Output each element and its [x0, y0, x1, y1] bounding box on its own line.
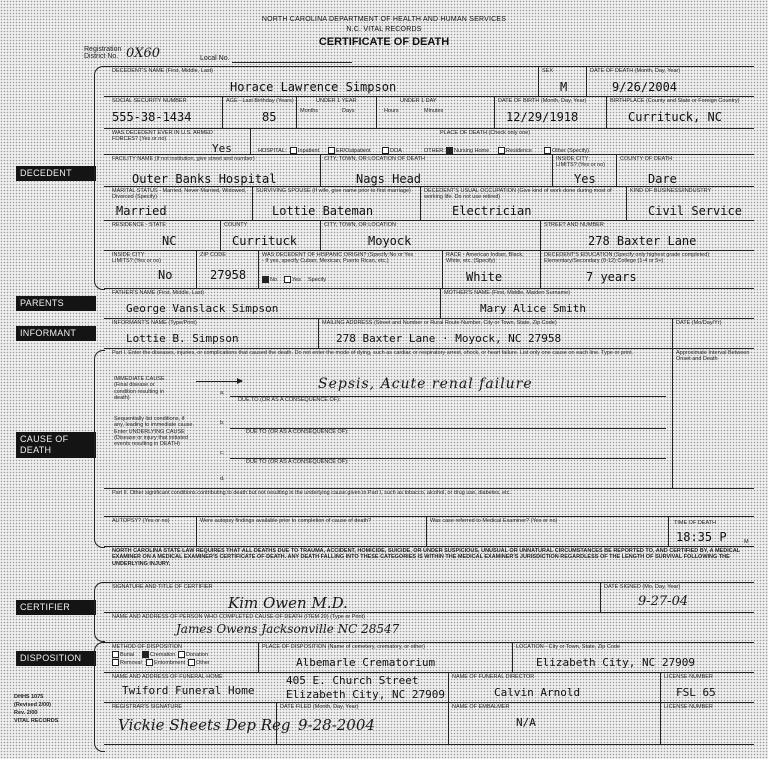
- location-label: LOCATION - City or Town, State, Zip Code: [516, 644, 621, 650]
- checkbox-donation[interactable]: [178, 651, 185, 658]
- father-name: George Vanslack Simpson: [126, 302, 279, 315]
- checkbox-other[interactable]: [544, 147, 551, 154]
- interval-label: Approximate Interval Between Onset and Death: [676, 350, 750, 363]
- decedent-name: Horace Lawrence Simpson: [230, 80, 397, 94]
- place-residence: Residence: [506, 148, 532, 154]
- registration-label: Registration District No.: [84, 46, 122, 60]
- facility-label: FACILITY NAME (If not institution, give street and number): [112, 156, 255, 162]
- birthplace-label: BIRTHPLACE (County and State or Foreign Country): [610, 98, 740, 104]
- street-label: STREET AND NUMBER: [544, 222, 604, 228]
- hispanic-yes: Yes: [292, 277, 301, 283]
- license-value: FSL 65: [676, 686, 716, 699]
- inside-city-value: Yes: [574, 172, 596, 186]
- place-other-label: OTHER:: [424, 148, 445, 154]
- method-donation: Donation: [186, 652, 209, 658]
- registration-value: 0X60: [126, 46, 161, 61]
- months-label: Months: [300, 108, 319, 114]
- method-other: Other: [196, 660, 210, 666]
- name-label: DECEDENT'S NAME (First, Middle, Last): [112, 68, 213, 74]
- informant-address-label: MAILING ADDRESS (Street and Number or Rural Route Number, City or Town, State, Zip Code): [322, 320, 557, 326]
- section-parents: PARENTS: [16, 296, 96, 311]
- dob-value: 12/29/1918: [506, 110, 579, 124]
- checkbox-hispanic-no[interactable]: [262, 276, 269, 283]
- occupation-value: Electrician: [452, 204, 532, 218]
- facility-value: Outer Banks Hospital: [132, 172, 277, 186]
- checkbox-inpatient[interactable]: [290, 147, 297, 154]
- section-certifier: CERTIFIER: [16, 600, 96, 615]
- checkbox-er-outpatient[interactable]: [328, 147, 335, 154]
- date-filed: 9-28-2004: [298, 716, 375, 734]
- checkbox-cremation[interactable]: [142, 651, 149, 658]
- informant-address: 278 Baxter Lane · Moyock, NC 27958: [336, 332, 562, 345]
- line-d-letter: d.: [220, 476, 225, 482]
- due-to-a: DUE TO (OR AS A CONSEQUENCE OF):: [238, 397, 341, 403]
- checkbox-nursing-home[interactable]: [446, 147, 453, 154]
- time-of-death: 18:35 P: [676, 530, 727, 544]
- place-inpatient: Inpatient: [298, 148, 320, 154]
- method-entombment: Entombment: [154, 660, 186, 666]
- division-name: N.C. VITAL RECORDS: [346, 26, 422, 33]
- certifier-signature: Kim Owen M.D.: [228, 594, 348, 612]
- zip-label: ZIP CODE: [200, 252, 226, 258]
- checkbox-residence[interactable]: [498, 147, 505, 154]
- sex-value: M: [560, 80, 568, 94]
- race-label: RACE - American Indian, Black, White, etc. (Specify): [446, 252, 524, 265]
- immediate-cause-label: IMMEDIATE CAUSE (Final disease or condition resulting in death): [114, 376, 165, 401]
- line-a-letter: a.: [220, 390, 225, 396]
- place-other-specify: Other (Specify): [552, 148, 589, 154]
- industry-value: Civil Service: [648, 204, 742, 218]
- checkbox-burial[interactable]: [112, 651, 119, 658]
- age-label: AGE - Last Birthday (Years): [226, 98, 294, 104]
- street-value: 278 Baxter Lane: [588, 234, 697, 248]
- age-value: 85: [262, 110, 277, 124]
- dob-label: DATE OF BIRTH (Month, Day, Year): [498, 98, 587, 104]
- embalmer-name: N/A: [516, 716, 536, 729]
- place-disposition-label: PLACE OF DISPOSITION (Name of cemetery, crematory, or other): [262, 644, 426, 650]
- sex-label: SEX: [542, 68, 554, 74]
- completer-name-address: James Owens Jacksonville NC 28547: [176, 622, 400, 636]
- industry-label: KIND OF BUSINESS/INDUSTRY: [630, 188, 712, 194]
- location-value: Elizabeth City, NC 27909: [536, 656, 695, 669]
- marital-value: Married: [116, 204, 167, 218]
- autopsy-label: AUTOPSY? (Yes or no): [112, 518, 170, 524]
- hours-label: Hours: [384, 108, 399, 114]
- medical-examiner-notice: NORTH CAROLINA STATE LAW REQUIRES THAT ALL DEATHS DUE TO TRAUMA, ACCIDENT, HOMICIDE, SUICIDE, OR UNDER SUSPICIOUS, UNUSUAL OR UNNATURAL CIRCUMSTANCES BE REPORTED TO, AND CERTIFIED BY, A MEDICAL EXAMINER ON A MEDICAL EXAMINER'S CERTIFICATE OF DEATH. ANY DEATH FALLING INTO THESE CATEGORIES IS WITHIN THE MEDICAL EXAMINER'S JURISDICTION REGARDLESS OF THE LENGTH OF SURVIVAL FOLLOWING THE UNDERLYING INJURY.: [112, 548, 740, 567]
- director-name: Calvin Arnold: [494, 686, 581, 699]
- findings-label: Were autopsy findings available prior to completion of cause of death?: [200, 518, 372, 524]
- place-of-death-label: PLACE OF DEATH (Check only one): [440, 130, 531, 136]
- ssn-value: 555-38-1434: [112, 110, 192, 124]
- section-decedent: DECEDENT: [16, 166, 96, 181]
- residence-city-label: CITY, TOWN, OR LOCATION: [324, 222, 397, 228]
- checkbox-doa[interactable]: [382, 147, 389, 154]
- registrar-signature: Vickie Sheets Dep Reg: [118, 716, 291, 734]
- funeral-home-name: Twiford Funeral Home: [122, 684, 255, 697]
- inside-limits-label: INSIDE CITY LIMITS? (Yes or no): [112, 252, 162, 265]
- spouse-value: Lottie Bateman: [272, 204, 374, 218]
- residence-city: Moyock: [368, 234, 412, 248]
- line-c-letter: c.: [220, 450, 225, 456]
- inside-limits-value: No: [158, 268, 173, 282]
- checkbox-removal[interactable]: [112, 659, 119, 666]
- informant-name: Lottie B. Simpson: [126, 332, 239, 345]
- place-disposition: Albemarle Crematorium: [296, 656, 436, 669]
- due-to-c: DUE TO (OR AS A CONSEQUENCE OF):: [246, 459, 349, 465]
- section-cause: CAUSE OF DEATH: [16, 432, 96, 458]
- informant-name-label: INFORMANT'S NAME (Type/Print): [112, 320, 197, 326]
- place-hospital: HOSPITAL:: [258, 148, 287, 154]
- county-of-death-label: COUNTY OF DEATH: [620, 156, 673, 162]
- occupation-label: DECEDENT'S USUAL OCCUPATION (Give kind of work done during most of working life. Do not use retired): [424, 188, 612, 201]
- marital-label: MARITAL STATUS - Married, Never Married, Widowed, Divorced (Specify): [112, 188, 247, 201]
- residence-state-label: RESIDENCE - STATE: [112, 222, 166, 228]
- section-informant: INFORMANT: [16, 326, 96, 341]
- zip-value: 27958: [210, 268, 247, 282]
- inside-city-label: INSIDE CITY LIMITS? (Yes or no): [556, 156, 606, 169]
- date-filed-label: DATE FILED (Month, Day, Year): [280, 704, 359, 710]
- place-nursing-home: Nursing Home: [454, 148, 490, 154]
- date-of-death-label: DATE OF DEATH (Month, Day, Year): [590, 68, 681, 74]
- funeral-home-label: NAME AND ADDRESS OF FUNERAL HOME: [112, 674, 223, 680]
- embalmer-label: NAME OF EMBALMER: [452, 704, 510, 710]
- mother-label: MOTHER'S NAME (First, Middle, Maiden Surname): [444, 290, 571, 296]
- city-of-death: Nags Head: [356, 172, 422, 186]
- certificate-title: CERTIFICATE OF DEATH: [318, 36, 450, 48]
- immediate-cause-value: Sepsis, Acute renal failure: [318, 376, 533, 392]
- county-of-death: Dare: [648, 172, 677, 186]
- local-no-label: Local No.: [200, 55, 230, 62]
- education-value: 7 years: [586, 270, 637, 284]
- form-rev: Rev. 2/00: [14, 710, 38, 716]
- hispanic-specify: Specify: [308, 277, 327, 283]
- form-id: DHHS 1075: [14, 694, 44, 700]
- minutes-label: Minutes: [424, 108, 444, 114]
- director-label: NAME OF FUNERAL DIRECTOR: [452, 674, 535, 680]
- method-burial: Burial: [120, 652, 135, 658]
- place-er: ER/Outpatient: [336, 148, 371, 154]
- form-revision: (Revised 2/00): [14, 702, 51, 708]
- birthplace-value: Currituck, NC: [628, 110, 722, 124]
- funeral-home-address-1: 405 E. Church Street: [286, 674, 419, 687]
- method-removal: Removal: [120, 660, 142, 666]
- checkbox-entombment[interactable]: [146, 659, 153, 666]
- armed-forces-label: WAS DECEDENT EVER IN U.S. ARMED FORCES? (Yes or no): [112, 130, 213, 143]
- part2-label: Part II. Other significant conditions contributing to death but not resulting in the underlying cause given in Part I, such as tobacco, alcohol, or drug use, diabetes, etc.: [112, 490, 511, 496]
- referred-label: Was case referred to Medical Examiner? (Yes or no): [430, 518, 558, 524]
- spouse-label: SURVIVING SPOUSE (If wife, give name prior to first marriage): [256, 188, 411, 194]
- completer-label: NAME AND ADDRESS OF PERSON WHO COMPLETED CAUSE OF DEATH (ITEM 20) (Type or Print): [112, 614, 365, 620]
- date-of-death: 9/26/2004: [612, 80, 678, 94]
- checkbox-other-method[interactable]: [188, 659, 195, 666]
- date-signed-label: DATE SIGNED (Mo, Day, Year): [604, 584, 681, 590]
- place-doa: DOA: [390, 148, 402, 154]
- hispanic-label: WAS DECEDENT OF HISPANIC ORIGIN? (Specify No or Yes - If yes, specify Cuban, Mexican, Puerto Rican, etc.): [262, 252, 414, 265]
- armed-forces-value: Yes: [212, 142, 232, 155]
- part1-label: Part I. Enter the diseases, injuries, or complications that caused the death. Do not enter the mode of dying, such as cardiac or respiratory arrest, shock, or heart failure. List only one cause on each line. Type or print.: [112, 350, 634, 356]
- mother-name: Mary Alice Smith: [480, 302, 586, 315]
- time-of-death-label: TIME OF DEATH: [674, 520, 717, 526]
- funeral-home-address-2: Elizabeth City, NC 27909: [286, 688, 445, 701]
- under-1-day-label: UNDER 1 DAY: [400, 98, 437, 104]
- under-1-year-label: UNDER 1 YEAR: [316, 98, 357, 104]
- certifier-signature-label: SIGNATURE AND TITLE OF CERTIFIER: [112, 584, 213, 590]
- license-label: LICENSE NUMBER: [664, 674, 713, 680]
- line-b-letter: b.: [220, 420, 225, 426]
- time-suffix: M: [744, 539, 749, 545]
- method-label: METHOD OF DISPOSITION: [112, 644, 182, 650]
- residence-state: NC: [162, 234, 177, 248]
- due-to-b: DUE TO (OR AS A CONSEQUENCE OF):: [246, 429, 349, 435]
- father-label: FATHER'S NAME (First, Middle, Last): [112, 290, 205, 296]
- hispanic-no: No: [270, 277, 278, 283]
- embalmer-license-label: LICENSE NUMBER: [664, 704, 713, 710]
- method-cremation: Cremation: [150, 652, 176, 658]
- checkbox-hispanic-yes[interactable]: [284, 276, 291, 283]
- ssn-label: SOCIAL SECURITY NUMBER: [112, 98, 187, 104]
- date-signed: 9-27-04: [638, 594, 689, 609]
- residence-county-label: COUNTY: [224, 222, 248, 228]
- form-office: VITAL RECORDS: [14, 718, 59, 724]
- days-label: Days: [342, 108, 355, 114]
- education-label: DECEDENT'S EDUCATION (Specify only highest grade completed) Elementary/Secondary (0-12) College (1-4 or 5+): [544, 252, 710, 265]
- city-of-death-label: CITY, TOWN, OR LOCATION OF DEATH: [324, 156, 425, 162]
- sequential-label: Sequentially list conditions, if any, leading to immediate cause. Enter UNDERLYING CAUSE (Disease or injury that initiated events resulting in DEATH): [114, 416, 194, 448]
- residence-county: Currituck: [232, 234, 298, 248]
- agency-name: NORTH CAROLINA DEPARTMENT OF HEALTH AND HUMAN SERVICES: [261, 16, 507, 23]
- race-value: White: [466, 270, 503, 284]
- informant-date-label: DATE (Mo/Day/Yr): [676, 320, 722, 326]
- section-disposition: DISPOSITION: [16, 651, 96, 666]
- registrar-label: REGISTRAR'S SIGNATURE: [112, 704, 183, 710]
